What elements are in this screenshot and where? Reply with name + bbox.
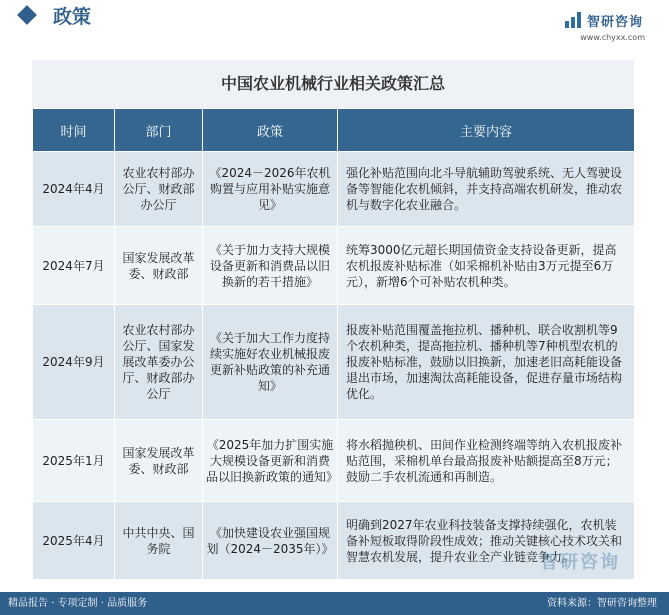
watermark-logo: 智研咨询 <box>540 552 620 573</box>
policy-table-card <box>32 60 634 580</box>
column-header-dept: 部门 <box>115 109 203 152</box>
site-url: www.chyxx.com <box>580 33 645 42</box>
table-title: 中国农业机械行业相关政策汇总 <box>32 60 634 108</box>
cell-policy: 《2025年加力扩围实施大规模设备更新和消费品以旧换新政策的通知》 <box>203 420 338 502</box>
cell-time: 2025年1月 <box>33 420 115 502</box>
cell-time: 2025年4月 <box>33 502 115 580</box>
cell-policy: 《关于加大工作力度持续实施好农业机械报废更新补贴政策的补充通知》 <box>203 305 338 420</box>
table-row <box>33 152 635 227</box>
policy-table <box>32 108 635 580</box>
cell-content: 明确到2027年农业科技装备支撑持续强化，农机装备补短板取得阶段性成效；推动关键核心技术攻关和智慧农机发展，提升农业全产业链竞争力。 <box>338 502 635 580</box>
footer-source: 资料来源：智研咨询整理 <box>547 598 657 609</box>
cell-dept: 中共中央、国务院 <box>115 502 203 580</box>
cell-policy: 《加快建设农业强国规划（2024－2035年）》 <box>203 502 338 580</box>
cell-content: 报废补贴范围覆盖拖拉机、播种机、联合收割机等9个农机种类，提高拖拉机、播种机等7种机型农机的报废补贴标准，鼓励以旧换新，加速老旧高耗能设备退出市场，加速淘汰高耗能设备，促进存量市场结构优化。 <box>338 305 635 420</box>
cell-dept: 农业农村部办公厅、国家发展改革委办公厅、财政部办公厅 <box>115 305 203 420</box>
cell-dept: 农业农村部办公厅、财政部办公厅 <box>115 152 203 227</box>
cell-dept: 国家发展改革委、财政部 <box>115 227 203 305</box>
logo <box>565 9 643 31</box>
cell-time: 2024年9月 <box>33 305 115 420</box>
footer-tagline: 精品报告 · 专项定制 · 品质服务 <box>8 598 148 609</box>
cell-content: 统筹3000亿元超长期国债资金支持设备更新，提高农机报废补贴标准（如采棉机补贴由3万元提至6万元），新增6个可补贴农机种类。 <box>338 227 635 305</box>
column-header-policy: 政策 <box>203 109 338 152</box>
table-row <box>33 420 635 502</box>
cell-policy: 《关于加力支持大规模设备更新和消费品以旧换新的若干措施》 <box>203 227 338 305</box>
diamond-icon <box>17 5 37 25</box>
cell-time: 2024年4月 <box>33 152 115 227</box>
cell-dept: 国家发展改革委、财政部 <box>115 420 203 502</box>
column-header-content: 主要内容 <box>338 109 635 152</box>
table-row <box>33 227 635 305</box>
section-title: 政策 <box>53 6 92 28</box>
column-header-time: 时间 <box>33 109 115 152</box>
table-row <box>33 305 635 420</box>
cell-content: 将水稻抛秧机、田间作业检测终端等纳入农机报废补贴范围，采棉机单台最高报废补贴额提高至8万元；鼓励二手农机流通和再制造。 <box>338 420 635 502</box>
logo-name: 智研咨询 <box>586 14 643 30</box>
cell-content: 强化补贴范围向北斗导航辅助驾驶系统、无人驾驶设备等智能化农机倾斜，并支持高端农机研发，推动农机与数字化农业融合。 <box>338 152 635 227</box>
footer <box>0 592 669 615</box>
logo-icon <box>565 12 581 28</box>
cell-time: 2024年7月 <box>33 227 115 305</box>
cell-policy: 《2024－2026年农机购置与应用补贴实施意见》 <box>203 152 338 227</box>
table-header-row <box>33 109 635 152</box>
header <box>0 0 669 40</box>
